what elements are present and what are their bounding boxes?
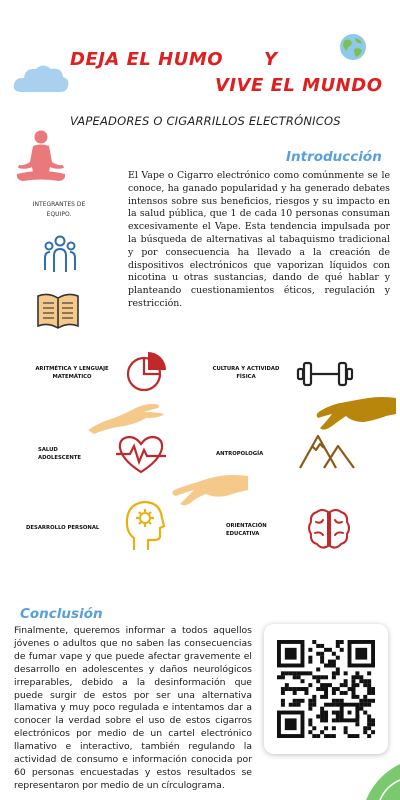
subject-desarrollo: DESARROLLO PERSONAL	[26, 525, 100, 531]
leaf-decoration	[356, 756, 400, 800]
conclusion-body: Finalmente, queremos informar a todos aquellos jóvenes o adultos que no saben las consecuencias de fumar vape y que puede afectar gravemente el desarrollo en adolescentes y daños neurológicos irreparables, debido a la desinformación que puede surgir de estos por ser una alternativa llamativa y muy poco regulada e intentamos dar a conocer la verdad sobre el uso de estos cigarros electrónicos por medio de un cartel electrónico llamativo e interactivo, también regulando la actividad de consumo e información conocida por 60 personas encuestadas y estos resultados se representaron por medio de un círculograma.	[14, 625, 252, 791]
pie-chart-icon	[124, 350, 168, 394]
qr-code[interactable]	[277, 640, 375, 738]
title-line-1: DEJA EL HUMO	[70, 49, 224, 70]
title-line-2: VIVE EL MUNDO	[215, 75, 383, 96]
subtitle: VAPEADORES O CIGARRILLOS ELECTRÓNICOS	[70, 114, 341, 128]
cloud-icon	[12, 62, 70, 96]
dumbbell-icon	[296, 360, 354, 388]
subject-cultura: CULTURA Y ACTIVIDAD FÍSICA	[212, 366, 280, 380]
subject-orientacion: ORIENTACIÓN EDUCATIVA	[226, 523, 267, 537]
book-icon	[34, 290, 82, 332]
qr-code-card[interactable]	[264, 624, 388, 754]
intro-body: El Vape o Cigarro electrónico como comúnmente se le conoce, ha ganado popularidad y ha generado debates intensos sobre sus beneficios, riesgos y su impacto en la salud pública, que 1 de cada 10 personas consuman excesivamente el Vape. Esta tendencia impulsada por la búsqueda de alternativas al tabaquismo tradicional y por consecuencia ha llevado a la creación de dispositivos electrónicos que vaporizan líquidos con nicotina u otras sustancias, dando de qué hablar y planteando cuestionamientos éticos, regulación y restricción.	[128, 170, 390, 309]
conclusion-heading: Conclusión	[20, 606, 103, 622]
team-icon	[42, 234, 78, 274]
head-gear-icon	[124, 498, 166, 552]
subject-antropologia: ANTROPOLOGÍA	[216, 451, 264, 457]
subject-salud: SALUD ADOLESCENTE	[38, 447, 81, 461]
team-members-label: INTEGRANTES DE EQUIPO.	[32, 201, 86, 218]
hand-left-icon	[86, 400, 166, 434]
hand-middle-icon	[170, 472, 248, 508]
title-y: Y	[264, 49, 278, 70]
subject-aritmetica: ARITMÉTICA Y LENGUAJE MATEMÁTICO	[35, 366, 109, 380]
meditation-icon	[14, 128, 68, 188]
globe-icon	[338, 32, 368, 62]
intro-heading: Introducción	[286, 149, 382, 165]
mountains-icon	[298, 428, 356, 470]
brain-icon	[306, 506, 352, 552]
heart-pulse-icon	[114, 432, 168, 476]
